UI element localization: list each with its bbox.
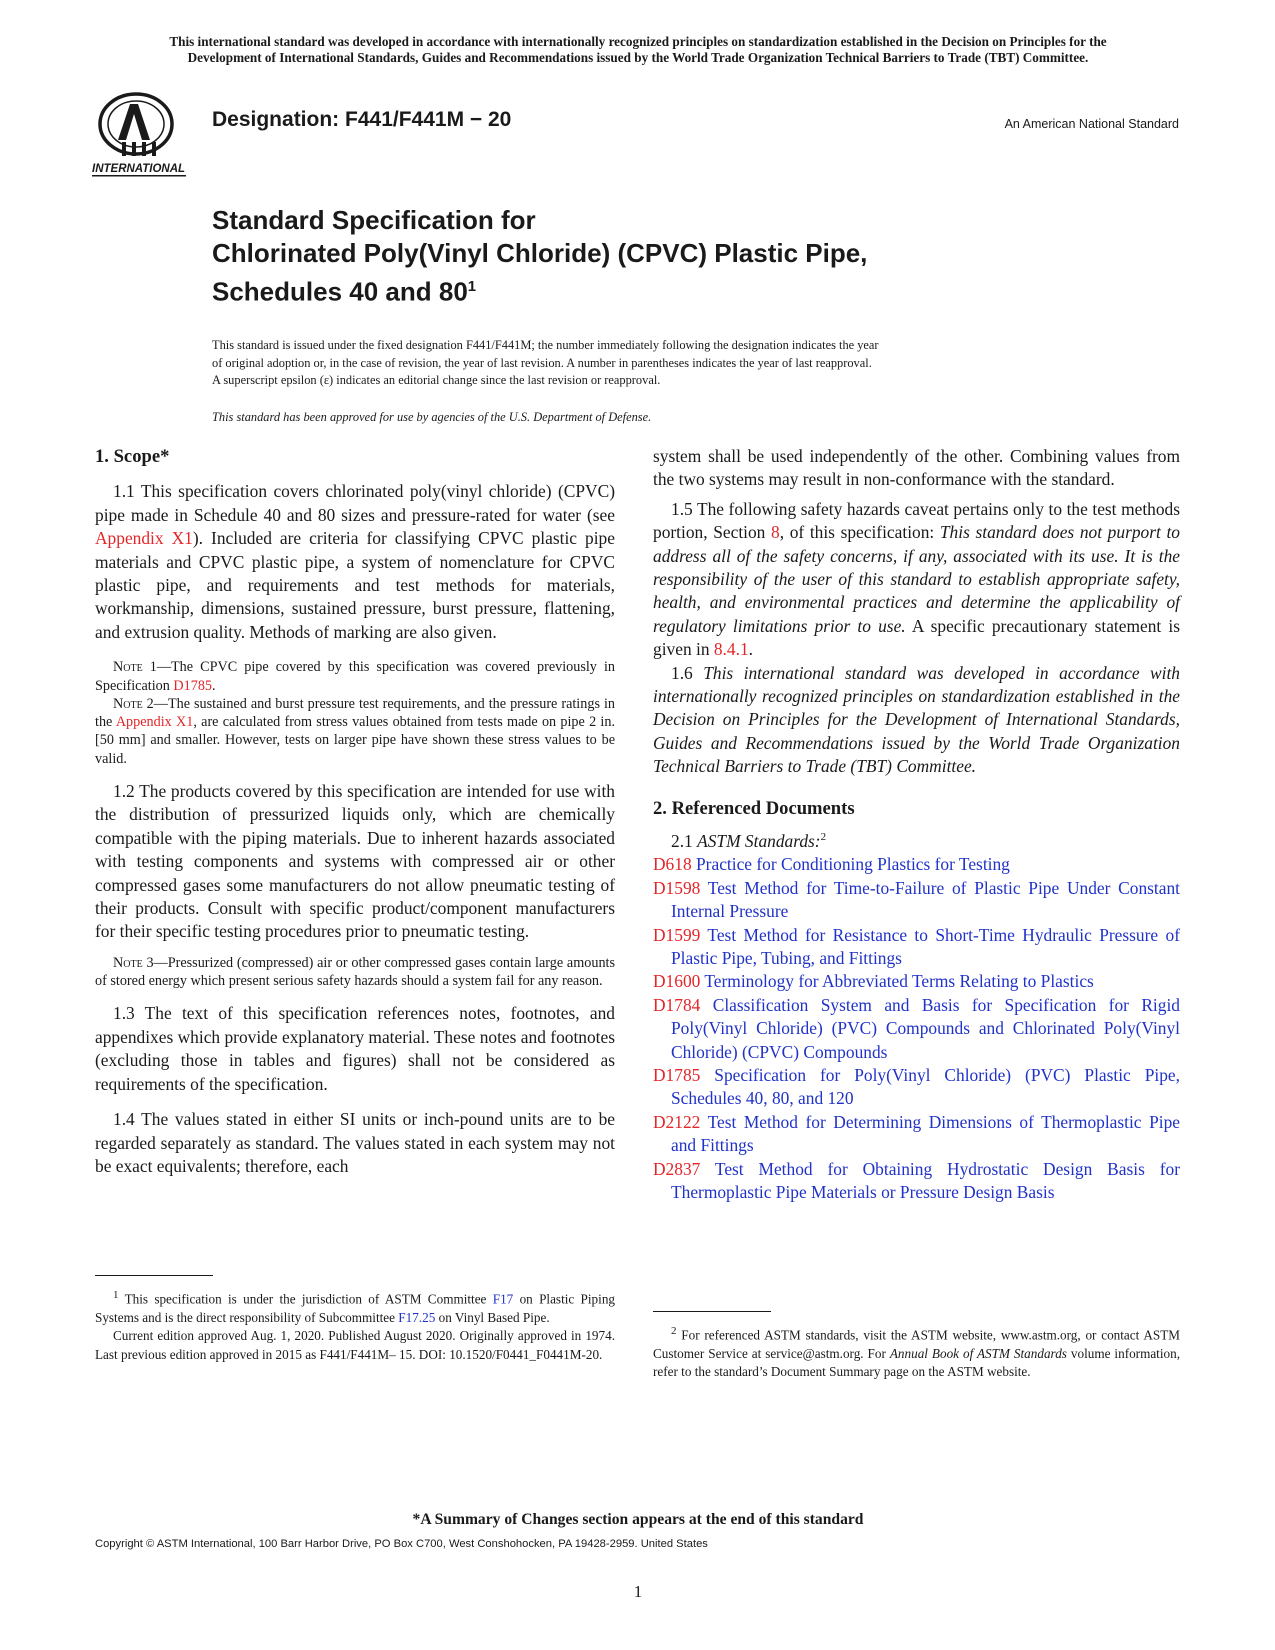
- section-8-link[interactable]: 8: [771, 522, 780, 543]
- reference-title[interactable]: Practice for Conditioning Plastics for Testing: [696, 854, 1010, 875]
- para-1-3: 1.3 The text of this specification references notes, footnotes, and appendixes which provide explanatory material. These notes and footnotes (excluding those in tables and figures) shall not be considered as requirements of the specification.: [95, 1003, 615, 1094]
- note-3-label: Note 3: [113, 954, 154, 971]
- footnote-2-text: For referenced ASTM standards, visit the ASTM website, www.astm.org, or contact ASTM Customer Service at service@astm.org. For: [653, 1327, 1180, 1361]
- note-2-label: Note 2: [113, 695, 154, 712]
- reference-item[interactable]: [653, 877, 1180, 924]
- reference-title[interactable]: Classification System and Basis for Specification for Rigid Poly(Vinyl Chloride) (PVC) Compounds and Chlorinated Poly(Vinyl Chloride) (CPVC) Compounds: [671, 994, 1180, 1062]
- right-column: [653, 445, 1180, 1204]
- reference-code[interactable]: D1599: [653, 924, 701, 945]
- footnote-1-text: This specification is under the jurisdiction of ASTM Committee: [118, 1291, 493, 1307]
- safety-caveat: This standard does not purport to address all of the safety concerns, if any, associated with its use. It is the responsibility of the user of this standard to establish appropriate safety, health, and environmental practices and determine the applicability of regulatory limitations prior to use.: [653, 522, 1180, 636]
- issuance-statement: [212, 337, 1072, 390]
- para-2-1-footnote-mark: 2: [820, 831, 827, 844]
- note-1-text-end: .: [212, 677, 216, 694]
- para-1-5-text-c: A specific precautionary statement is given in: [653, 615, 1180, 660]
- note-3: [95, 954, 615, 991]
- reference-item[interactable]: [653, 970, 1180, 993]
- footnote-1-edition: Current edition approved Aug. 1, 2020. Published August 2020. Originally approved in 1974. Last previous edition approved in 2015 as F441/F441M– 15. DOI: 10.1520/F0441_F0441M-20.: [95, 1328, 615, 1362]
- scope-heading: 1. Scope*: [95, 446, 170, 467]
- note-1-label: Note 1: [113, 659, 157, 676]
- designation: Designation: F441/F441M − 20: [212, 108, 512, 131]
- note-3-text: —Pressurized (compressed) air or other compressed gases contain large amounts of stored energy which present serious safety hazards should a system fail for any reason.: [95, 954, 615, 990]
- footnote-2-mark: 2: [671, 1325, 677, 1337]
- reference-code[interactable]: D1600: [653, 971, 701, 992]
- f17-link[interactable]: F17: [492, 1291, 514, 1307]
- reference-title[interactable]: Specification for Poly(Vinyl Chloride) (PVC) Plastic Pipe, Schedules 40, 80, and 120: [671, 1064, 1180, 1109]
- issued-line1: This standard is issued under the fixed designation F441/F441M; the number immediately following the designation indicates the year: [212, 338, 879, 352]
- title-line2: Chlorinated Poly(Vinyl Chloride) (CPVC) Plastic Pipe,: [212, 238, 868, 268]
- para-1-5-text-b: , of this specification:: [779, 522, 940, 543]
- para-2-1: [653, 826, 1180, 853]
- issued-line3: A superscript epsilon (ε) indicates an editorial change since the last revision or reapproval.: [212, 373, 661, 387]
- reference-code[interactable]: D2837: [653, 1158, 701, 1179]
- footnote-1-text-b: on Plastic Piping Systems and is the direct responsibility of Subcommittee: [95, 1291, 616, 1325]
- reference-code[interactable]: D2122: [653, 1111, 701, 1132]
- reference-code[interactable]: D618: [653, 854, 692, 875]
- astm-logo: [92, 86, 202, 178]
- issued-line2: of original adoption or, in the case of revision, the year of last revision. A number in parentheses indicates the year of last reapproval.: [212, 355, 872, 370]
- f17-25-link[interactable]: F17.25: [398, 1309, 436, 1325]
- tbt-notice-line2: Development of International Standards, Guides and Recommendations issued by the World Trade Organization Technical Barriers to Trade (TBT) Committee.: [187, 50, 1089, 65]
- summary-of-changes-note: *A Summary of Changes section appears at the end of this standard: [412, 1511, 864, 1528]
- note-2-text: —The sustained and burst pressure test requirements, and the pressure ratings in the: [95, 695, 615, 731]
- note-2-appendix-link[interactable]: Appendix X1: [115, 714, 194, 731]
- tbt-notice: [80, 34, 1196, 66]
- reference-code[interactable]: D1785: [653, 1064, 701, 1085]
- footnote-rule-left: [95, 1275, 213, 1276]
- footnote-rule-right: [653, 1311, 771, 1312]
- title-line1: Standard Specification for: [212, 205, 536, 235]
- reference-item[interactable]: [653, 853, 1180, 876]
- para-1-1: [95, 480, 615, 644]
- astm-standards-label: ASTM Standards:: [697, 830, 821, 851]
- reference-title[interactable]: Test Method for Obtaining Hydrostatic Design Basis for Thermoplastic Pipe Materials or Pressure Design Basis: [671, 1158, 1180, 1202]
- footnote-1-mark: 1: [113, 1289, 119, 1301]
- reference-title[interactable]: Test Method for Time-to-Failure of Plastic Pipe Under Constant Internal Pressure: [671, 877, 1180, 922]
- reference-item[interactable]: [653, 1064, 1180, 1111]
- reference-code[interactable]: D1784: [653, 994, 701, 1015]
- footnote-2-text-b: volume information, refer to the standard’s Document Summary page on the ASTM website.: [653, 1345, 1180, 1380]
- para-1-4: 1.4 The values stated in either SI units or inch-pound units are to be regarded separately as standard. The values stated in each system may not be exact equivalents; therefore, each: [95, 1109, 615, 1176]
- dod-approval: This standard has been approved for use by agencies of the U.S. Department of Defense.: [212, 410, 652, 424]
- page-number: 1: [633, 1582, 643, 1601]
- para-1-6-text: This international standard was developed in accordance with internationally recognized principles on standardization established in the Decision on Principles for the Development of International Standards, Guides and Recommendations issued by the World Trade Organization Technical Barriers to Trade (TBT) Committee.: [653, 662, 1180, 777]
- para-1-6: [653, 662, 1180, 779]
- title-footnote-mark: 1: [467, 278, 477, 295]
- tbt-notice-line1: This international standard was developed in accordance with internationally recognized principles on standardization established in the Decision on Principles for the: [169, 34, 1107, 49]
- reference-title[interactable]: Test Method for Determining Dimensions of Thermoplastic Pipe and Fittings: [671, 1111, 1180, 1156]
- para-1-6-number: 1.6: [671, 662, 704, 683]
- para-2-1-number: 2.1: [671, 830, 698, 851]
- footnote-2: [653, 1322, 1180, 1382]
- note-1-text: —The CPVC pipe covered by this specification was covered previously in Specification: [95, 659, 615, 694]
- section-8-4-1-link[interactable]: 8.4.1: [713, 639, 749, 660]
- reference-item[interactable]: [653, 1158, 1180, 1205]
- note-2-text-cont: , are calculated from stress values obtained from tests made on pipe 2 in. [50 mm] and smaller. However, tests on larger pipe have shown these stress values to be valid.: [95, 714, 615, 767]
- annual-book-title: Annual Book of ASTM Standards: [889, 1345, 1067, 1361]
- para-1-5-text-end: .: [748, 639, 753, 660]
- title-line3: Schedules 40 and 80: [212, 276, 468, 307]
- document-title: [212, 204, 867, 309]
- note-2: [95, 695, 615, 768]
- refdocs-heading: 2. Referenced Documents: [653, 797, 855, 819]
- footnote-1: [95, 1286, 615, 1364]
- para-1-2: 1.2 The products covered by this specification are intended for use with the distribution of pressurized liquids only, which are chemically compatible with the piping materials. Due to inherent hazards associated with testing components and systems with compressed air or other compressed gases some manufacturers do not allow pneumatic testing of their products. Consult with specific product/component manufacturers for their specific testing procedures prior to pneumatic testing.: [95, 781, 615, 942]
- copyright: Copyright © ASTM International, 100 Barr Harbor Drive, PO Box C700, West Conshohocken, PA 19428-2959. United States: [95, 1538, 708, 1550]
- appendix-x1-link[interactable]: Appendix X1: [95, 528, 193, 549]
- astm-logo-icon: [92, 86, 202, 178]
- para-1-1-text: 1.1 This specification covers chlorinated poly(vinyl chloride) (CPVC) pipe made in Schedule 40 and 80 sizes and pressure-rated for water (see: [95, 481, 615, 525]
- reference-title[interactable]: Terminology for Abbreviated Terms Relating to Plastics: [704, 971, 1094, 992]
- reference-title[interactable]: Test Method for Resistance to Short-Time Hydraulic Pressure of Plastic Pipe, Tubing, and Fittings: [671, 924, 1180, 968]
- para-1-5-text: 1.5 The following safety hazards caveat pertains only to the test methods portion, Section: [653, 498, 1180, 543]
- footnote-1-text-c: on Vinyl Based Pipe.: [435, 1309, 550, 1325]
- para-1-4-cont: system shall be used independently of the other. Combining values from the two systems may result in non-conformance with the standard.: [653, 446, 1180, 490]
- reference-item[interactable]: [653, 1111, 1180, 1158]
- note-1: [95, 658, 615, 695]
- reference-code[interactable]: D1598: [653, 877, 701, 898]
- national-standard-label: An American National Standard: [1004, 117, 1179, 131]
- reference-item[interactable]: [653, 924, 1180, 971]
- para-1-1-text-cont: ). Included are criteria for classifying CPVC plastic pipe materials and CPVC plastic pipe, a system of nomenclature for CPVC plastic pipe, and requirements and test methods for materials, workmanship, dimensions, sustained pressure, burst pressure, flattening, and extrusion quality. Methods of marking are also given.: [95, 528, 615, 642]
- reference-list: [653, 853, 1180, 1204]
- d1785-link[interactable]: D1785: [173, 677, 213, 694]
- reference-item[interactable]: [653, 994, 1180, 1064]
- left-column: [95, 445, 615, 1178]
- logo-text: INTERNATIONAL: [92, 163, 186, 175]
- para-1-5: [653, 498, 1180, 662]
